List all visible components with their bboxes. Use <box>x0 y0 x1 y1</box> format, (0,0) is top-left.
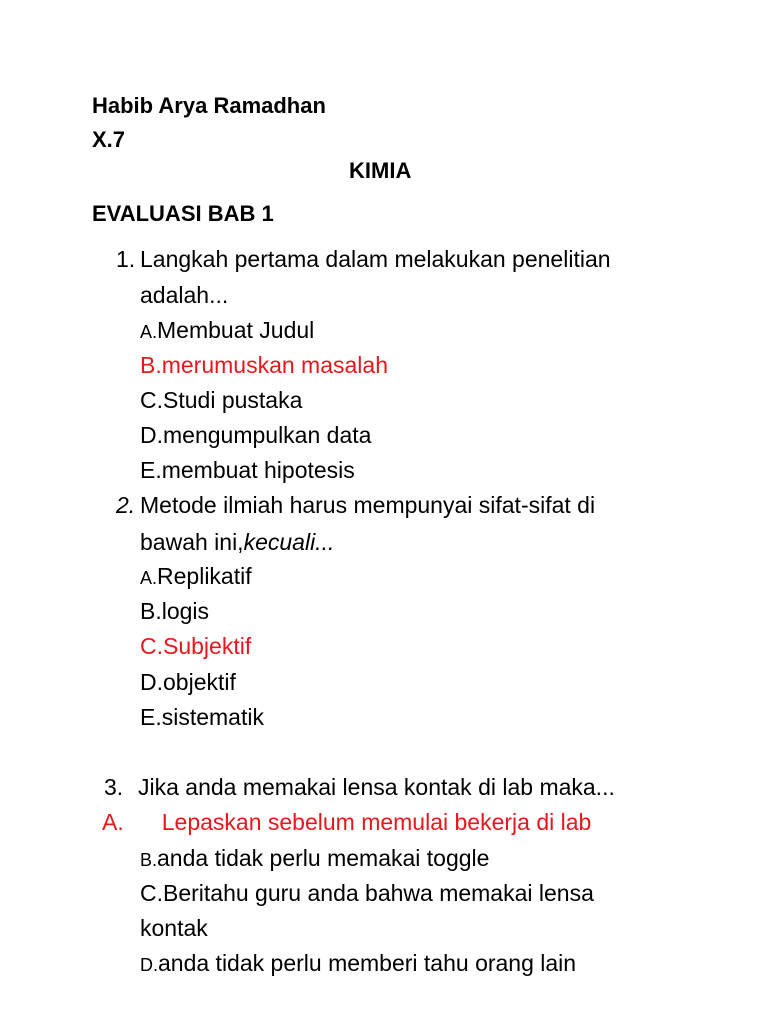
option-letter: C. <box>140 387 163 413</box>
option-c-continued: kontak <box>140 915 208 941</box>
option-letter: C. <box>140 880 163 906</box>
option-text: Studi pustaka <box>163 387 303 413</box>
option-a <box>140 562 252 592</box>
option-d <box>140 421 371 449</box>
option-a-answer <box>102 808 591 836</box>
option-text: membuat hipotesis <box>161 457 355 483</box>
option-text: Beritahu guru anda bahwa memakai lensa <box>163 880 594 906</box>
section-title: EVALUASI BAB 1 <box>92 201 274 226</box>
option-text: anda tidak perlu memberi tahu orang lain <box>158 950 577 976</box>
option-c <box>140 386 302 414</box>
option-letter: C. <box>140 633 163 659</box>
option-letter: B. <box>140 850 158 870</box>
option-b-answer <box>140 351 388 379</box>
option-text: Replikatif <box>157 563 252 589</box>
question-text-italic: kecuali... <box>243 529 335 555</box>
option-text: mengumpulkan data <box>163 422 372 448</box>
option-text: Subjektif <box>163 633 252 659</box>
option-c <box>140 879 594 907</box>
option-text: sistematik <box>161 704 264 730</box>
option-letter: E. <box>140 704 162 730</box>
option-d <box>140 949 576 979</box>
question-text-continued <box>140 528 334 556</box>
option-text: Lepaskan sebelum memulai bekerja di lab <box>161 809 592 835</box>
option-letter: D. <box>140 669 163 695</box>
option-b <box>140 597 209 625</box>
option-letter: A. <box>140 322 158 342</box>
option-letter: A. <box>140 568 158 588</box>
option-text: Membuat Judul <box>157 317 315 343</box>
option-text: anda tidak perlu memakai toggle <box>157 845 490 871</box>
option-letter: E. <box>140 457 162 483</box>
option-letter: B. <box>140 352 162 378</box>
question-text: Jika anda memakai lensa kontak di lab maka... <box>138 774 615 800</box>
option-e <box>140 703 264 731</box>
question-text: Langkah pertama dalam melakukan penelitian <box>140 246 611 272</box>
question-number: 1. <box>116 246 136 272</box>
subject-title: KIMIA <box>349 158 412 183</box>
option-b <box>140 844 489 874</box>
option-letter: D. <box>140 422 163 448</box>
option-letter: A. <box>102 809 124 835</box>
option-d <box>140 668 236 696</box>
option-letter: D. <box>140 955 158 975</box>
option-text: logis <box>161 598 210 624</box>
question-number: 2. <box>116 492 136 518</box>
question-text-plain: bawah ini, <box>140 529 244 555</box>
student-name: Habib Arya Ramadhan <box>92 93 326 118</box>
option-text: merumuskan masalah <box>161 352 388 378</box>
student-class: X.7 <box>92 127 126 152</box>
option-a <box>140 316 314 346</box>
question-text-continued: adalah... <box>140 282 229 308</box>
option-letter: B. <box>140 598 162 624</box>
question-number: 3. <box>104 774 124 800</box>
option-e <box>140 456 355 484</box>
option-text: objektif <box>163 669 236 695</box>
option-c-answer <box>140 632 251 660</box>
question-text: Metode ilmiah harus mempunyai sifat-sifat di <box>140 492 596 518</box>
